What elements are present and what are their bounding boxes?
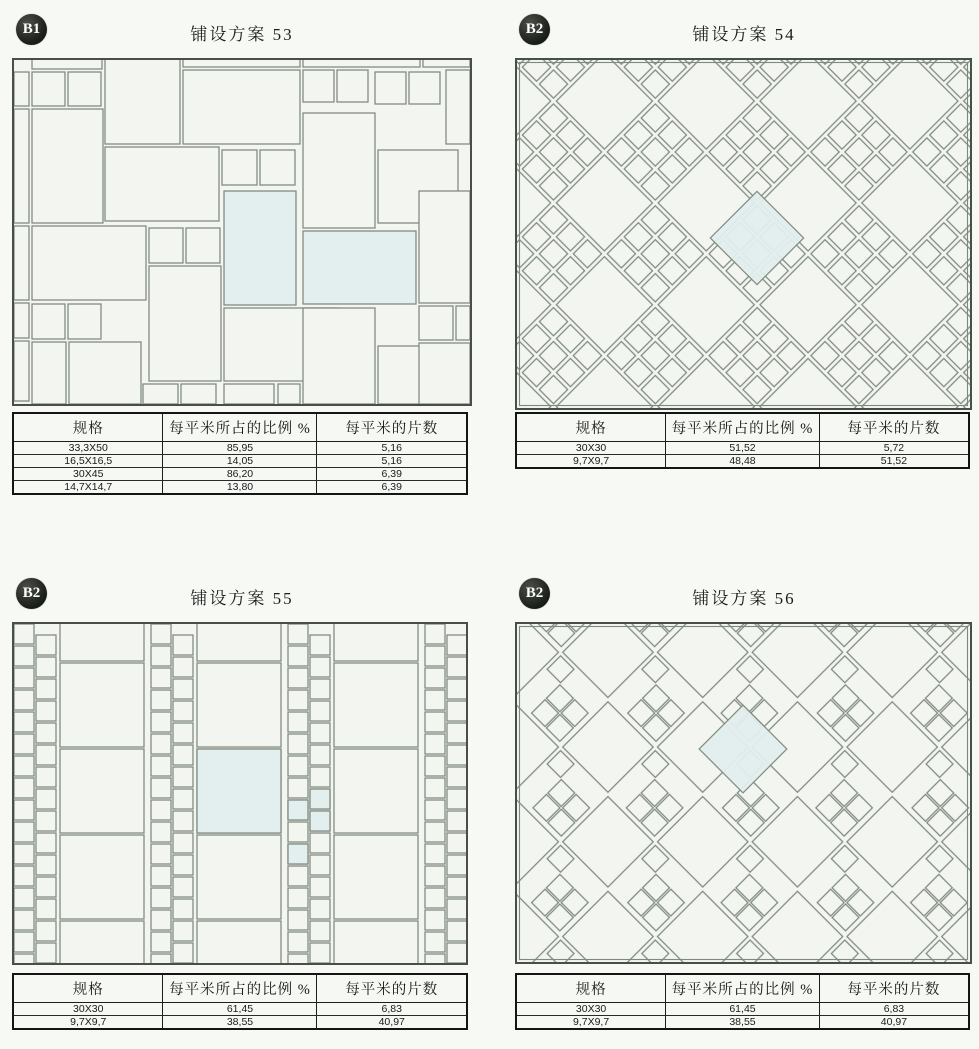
table-cell: 13,80 xyxy=(163,481,317,495)
table-header-row xyxy=(516,413,969,442)
scheme-title: 铺设方案 55 xyxy=(190,589,294,608)
table-cell: 85,95 xyxy=(163,442,317,455)
table-row xyxy=(13,442,467,455)
scheme-badge: B2 xyxy=(519,14,550,45)
table-header-cell: 规格 xyxy=(13,413,163,442)
scheme-badge: B2 xyxy=(16,578,47,609)
table-row xyxy=(13,1003,467,1016)
table-header-row xyxy=(13,974,467,1003)
table-header-cell: 规格 xyxy=(516,413,666,442)
table-header-row xyxy=(516,974,969,1003)
spec-table-wrap xyxy=(12,412,468,495)
table-cell: 6,83 xyxy=(819,1003,969,1016)
table-row xyxy=(516,442,969,455)
table-row xyxy=(516,455,969,469)
table-cell: 9,7X9,7 xyxy=(13,1016,163,1030)
scheme-title: 铺设方案 54 xyxy=(692,25,796,44)
panel-scheme-55 xyxy=(12,578,472,1048)
tile-pattern-diagram xyxy=(515,622,972,964)
table-header-cell: 每平米所占的比例 % xyxy=(666,413,820,442)
table-row xyxy=(516,1003,969,1016)
table-cell: 16,5X16,5 xyxy=(13,455,163,468)
scheme-title: 铺设方案 53 xyxy=(190,25,294,44)
spec-table xyxy=(12,412,468,495)
table-cell: 30X30 xyxy=(516,442,666,455)
spec-table xyxy=(515,973,970,1030)
spec-table xyxy=(12,973,468,1030)
table-cell: 51,52 xyxy=(666,442,820,455)
table-row xyxy=(13,481,467,495)
table-cell: 5,72 xyxy=(819,442,969,455)
table-cell: 14,05 xyxy=(163,455,317,468)
table-cell: 33,3X50 xyxy=(13,442,163,455)
table-row xyxy=(13,1016,467,1030)
spec-table-wrap xyxy=(12,973,468,1030)
panel-scheme-54 xyxy=(515,14,973,564)
spec-table xyxy=(515,412,970,469)
table-header-cell: 规格 xyxy=(516,974,666,1003)
scheme-title: 铺设方案 56 xyxy=(692,589,796,608)
table-header-row xyxy=(13,413,467,442)
scheme-badge: B2 xyxy=(519,578,550,609)
table-cell: 86,20 xyxy=(163,468,317,481)
table-header-cell: 每平米所占的比例 % xyxy=(163,413,317,442)
table-cell: 51,52 xyxy=(819,455,969,469)
spec-table-wrap xyxy=(515,973,970,1030)
table-header-cell: 每平米所占的比例 % xyxy=(163,974,317,1003)
table-cell: 40,97 xyxy=(819,1016,969,1030)
table-cell: 30X30 xyxy=(13,1003,163,1016)
table-header-cell: 每平米所占的比例 % xyxy=(666,974,820,1003)
panel-scheme-56 xyxy=(515,578,973,1048)
table-cell: 38,55 xyxy=(666,1016,820,1030)
tile-pattern-diagram xyxy=(12,58,472,406)
table-row xyxy=(13,455,467,468)
table-row xyxy=(516,1016,969,1030)
table-cell: 5,16 xyxy=(317,455,467,468)
panel-scheme-53 xyxy=(12,14,472,564)
table-header-cell: 每平米的片数 xyxy=(317,413,467,442)
table-header-cell: 每平米的片数 xyxy=(317,974,467,1003)
table-cell: 5,16 xyxy=(317,442,467,455)
table-cell: 6,39 xyxy=(317,468,467,481)
table-cell: 14,7X14,7 xyxy=(13,481,163,495)
table-cell: 61,45 xyxy=(666,1003,820,1016)
table-cell: 6,39 xyxy=(317,481,467,495)
table-cell: 9,7X9,7 xyxy=(516,1016,666,1030)
table-header-cell: 每平米的片数 xyxy=(819,413,969,442)
table-cell: 9,7X9,7 xyxy=(516,455,666,469)
tile-pattern-diagram xyxy=(515,58,972,410)
table-cell: 30X30 xyxy=(516,1003,666,1016)
tile-pattern-diagram xyxy=(12,622,468,965)
spec-table-wrap xyxy=(515,412,970,469)
table-cell: 30X45 xyxy=(13,468,163,481)
table-cell: 48,48 xyxy=(666,455,820,469)
table-row xyxy=(13,468,467,481)
table-header-cell: 规格 xyxy=(13,974,163,1003)
table-cell: 38,55 xyxy=(163,1016,317,1030)
scheme-badge: B1 xyxy=(16,14,47,45)
table-cell: 40,97 xyxy=(317,1016,467,1030)
table-cell: 6,83 xyxy=(317,1003,467,1016)
table-cell: 61,45 xyxy=(163,1003,317,1016)
table-header-cell: 每平米的片数 xyxy=(819,974,969,1003)
